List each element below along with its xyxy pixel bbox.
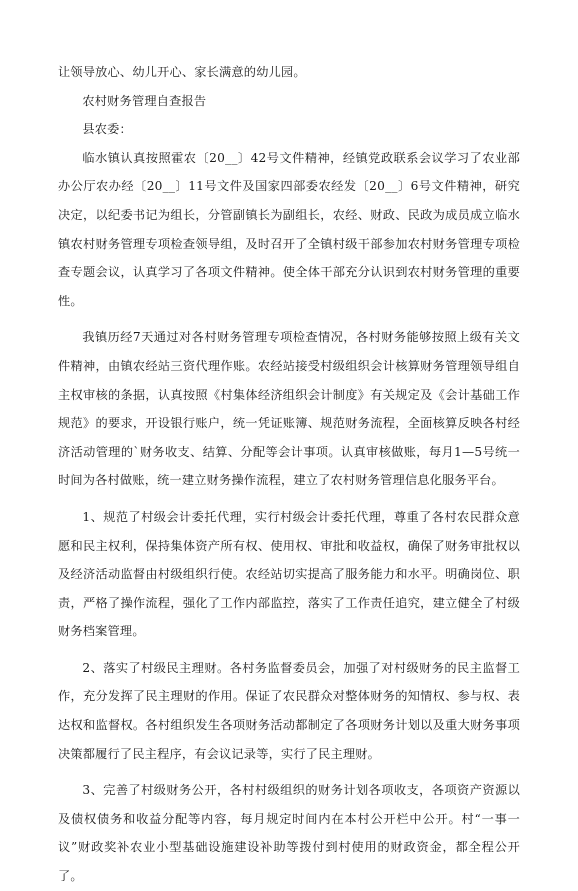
paragraph-intro: 临水镇认真按照霍农〔20__〕42号文件精神，经镇党政联系会议学习了农业部办公厅农办经〔20__〕11号文件及国家四部委农经发〔20__〕6号文件精神，研究决定，以纪委书记为组长，分管副镇长为副组长，农经、财政、民政为成员成立临水镇农村财务管理专项检查领导组，及时召开了全镇村级干部参加农村财务管理专项检查专题会议，认真学习了各项文件精神。使全体干部充分认识到农村财务管理的重要性。 (58, 150, 520, 308)
report-title: 农村财务管理自查报告 (82, 93, 207, 108)
document-page (58, 58, 520, 891)
continuation-line: 让领导放心、幼儿开心、家长满意的幼儿园。 (58, 65, 306, 79)
salutation: 县农委： (82, 122, 132, 137)
paragraph-point-1: 1、规范了村级会计委托代理，实行村级会计委托代理，尊重了各村农民群众意愿和民主权利，保持集体资产所有权、使用权、审批和收益权，确保了财务审批权以及经济活动监督由村级组织行使。农经站切实提高了服务能力和水平。明确岗位、职责，严格了操作流程，强化了工作内部监控，落实了工作责任追究，建立健全了村级财务档案管理。 (58, 509, 520, 639)
paragraph-point-2: 2、落实了村级民主理财。各村务监督委员会，加强了对村级财务的民主监督工作，充分发挥了民主理财的作用。保证了农民群众对整体财务的知情权、参与权、表达权和监督权。各村组织发生各项财务活动都制定了各项财务计划以及重大财务事项决策都履行了民主程序，有会议记录等，实行了民主理财。 (58, 660, 520, 761)
paragraph-inspection: 我镇历经7天通过对各村财务管理专项检查情况，各村财务能够按照上级有关文件精神，由镇农经站三资代理作账。农经站接受村级组织会计核算财务管理领导组自主权审核的条据，认真按照《村集体经济组织会计制度》有关规定及《会计基础工作规范》的要求，开设银行账户，统一凭证账簿、规范财务流程，全面核算反映各村经济活动管理的`财务收支、结算、分配等会计事项。认真审核做账，每月1—5号统一时间为各村做账，统一建立财务操作流程，建立了农村财务管理信息化服务平台。 (58, 330, 520, 488)
paragraph-point-3: 3、完善了村级财务公开，各村村级组织的财务计划各项收支，各项资产资源以及债权债务和收益分配等内容，每月规定时间内在本村公开栏中公开。村“一事一议”财政奖补农业小型基础设施建设补助等拨付到村使用的财政资金，都全程公开了。 (58, 783, 520, 884)
